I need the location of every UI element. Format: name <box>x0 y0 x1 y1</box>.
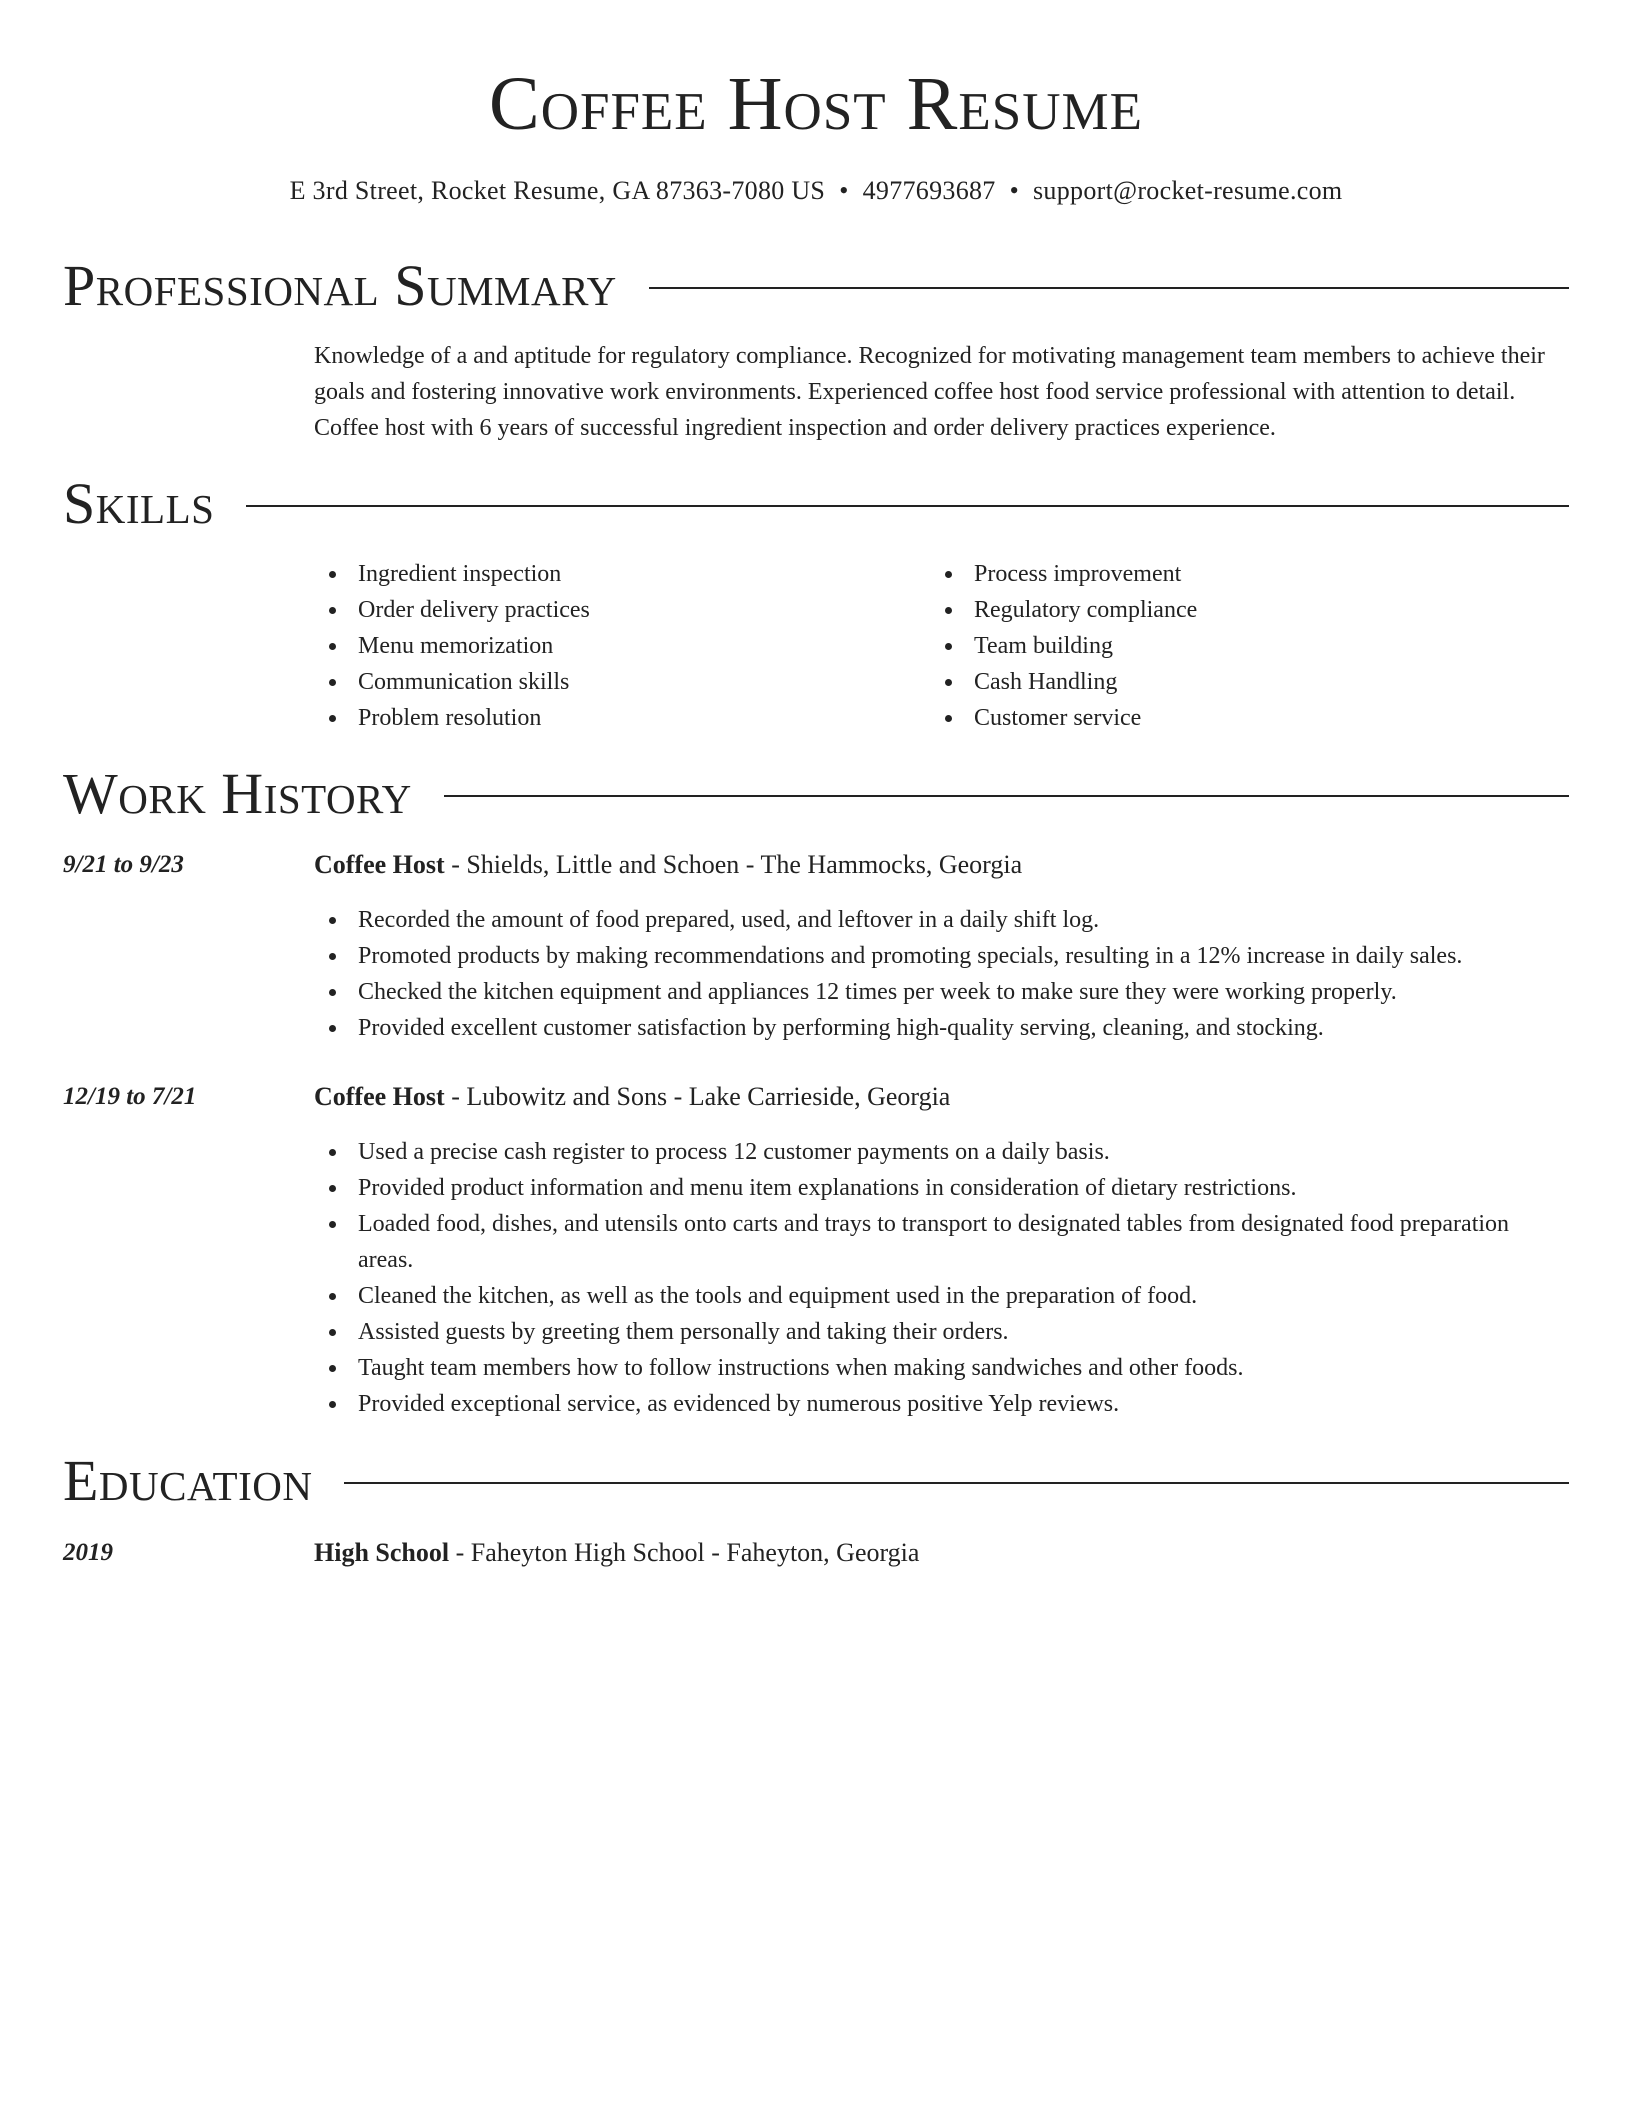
skill-item: Problem resolution <box>314 700 874 736</box>
contact-email: support@rocket-resume.com <box>1033 176 1343 205</box>
summary-section-header <box>63 251 1569 321</box>
skill-item: Customer service <box>930 700 1550 736</box>
resume-title: Coffee Host Resume <box>489 62 1143 146</box>
skill-item: Team building <box>930 628 1550 664</box>
skill-item: Order delivery practices <box>314 592 874 628</box>
work-section-header <box>63 759 1569 829</box>
skills-section-header <box>63 469 1569 539</box>
education-line <box>314 1536 1569 1570</box>
skills-list-left <box>314 556 874 736</box>
skill-item: Process improvement <box>930 556 1550 592</box>
summary-heading: Professional Summary <box>63 253 617 318</box>
education-section-header <box>63 1446 1569 1516</box>
skill-item: Menu memorization <box>314 628 874 664</box>
section-divider <box>246 505 1569 507</box>
work-role-line <box>314 848 1569 882</box>
section-divider <box>649 287 1569 289</box>
skills-heading: Skills <box>63 471 215 536</box>
work-role: Coffee Host <box>314 850 445 879</box>
skill-item: Communication skills <box>314 664 874 700</box>
work-role-line <box>314 1080 1569 1114</box>
contact-separator: • <box>1009 176 1019 205</box>
section-divider <box>344 1482 1569 1484</box>
duty-item: Checked the kitchen equipment and appliances 12 times per week to make sure they were working properly. <box>314 974 1569 1010</box>
duty-item: Used a precise cash register to process 12 customer payments on a daily basis. <box>314 1134 1569 1170</box>
contact-phone: 4977693687 <box>862 176 996 205</box>
section-divider <box>444 795 1569 797</box>
education-degree: High School <box>314 1538 450 1567</box>
education-school: - Faheyton High School - Faheyton, Georgia <box>449 1538 920 1567</box>
duty-item: Provided exceptional service, as evidenced by numerous positive Yelp reviews. <box>314 1386 1569 1422</box>
work-dates: 9/21 to 9/23 <box>63 851 184 878</box>
skills-list-right <box>930 556 1550 736</box>
skill-item: Regulatory compliance <box>930 592 1550 628</box>
duty-item: Promoted products by making recommendations and promoting specials, resulting in a 12% increase in daily sales. <box>314 938 1569 974</box>
contact-separator: • <box>839 176 849 205</box>
work-role: Coffee Host <box>314 1082 445 1111</box>
skill-item: Ingredient inspection <box>314 556 874 592</box>
work-duties <box>314 902 1569 1046</box>
work-employer: - Lubowitz and Sons - Lake Carrieside, Georgia <box>444 1082 951 1111</box>
duty-item: Assisted guests by greeting them personally and taking their orders. <box>314 1314 1569 1350</box>
work-dates: 12/19 to 7/21 <box>63 1083 197 1110</box>
contact-address: E 3rd Street, Rocket Resume, GA 87363-7080 US <box>289 176 826 205</box>
work-employer: - Shields, Little and Schoen - The Hammocks, Georgia <box>444 850 1023 879</box>
duty-item: Cleaned the kitchen, as well as the tools and equipment used in the preparation of food. <box>314 1278 1569 1314</box>
education-year: 2019 <box>63 1539 113 1566</box>
skill-item: Cash Handling <box>930 664 1550 700</box>
summary-text: Knowledge of a and aptitude for regulatory compliance. Recognized for motivating management team members to achieve their goals and fostering innovative work environments. Experienced coffee host food service professional with attention to detail. Coffee host with 6 years of successful ingredient inspection and order delivery practices experience. <box>314 343 1545 441</box>
duty-item: Taught team members how to follow instructions when making sandwiches and other foods. <box>314 1350 1569 1386</box>
education-heading: Education <box>63 1448 313 1513</box>
duty-item: Loaded food, dishes, and utensils onto carts and trays to transport to designated tables from designated food preparation areas. <box>314 1206 1569 1278</box>
contact-line <box>0 174 1632 208</box>
duty-item: Provided excellent customer satisfaction by performing high-quality serving, cleaning, and stocking. <box>314 1010 1569 1046</box>
duty-item: Provided product information and menu item explanations in consideration of dietary restrictions. <box>314 1170 1569 1206</box>
work-heading: Work History <box>63 761 412 826</box>
work-duties <box>314 1134 1569 1422</box>
duty-item: Recorded the amount of food prepared, used, and leftover in a daily shift log. <box>314 902 1569 938</box>
